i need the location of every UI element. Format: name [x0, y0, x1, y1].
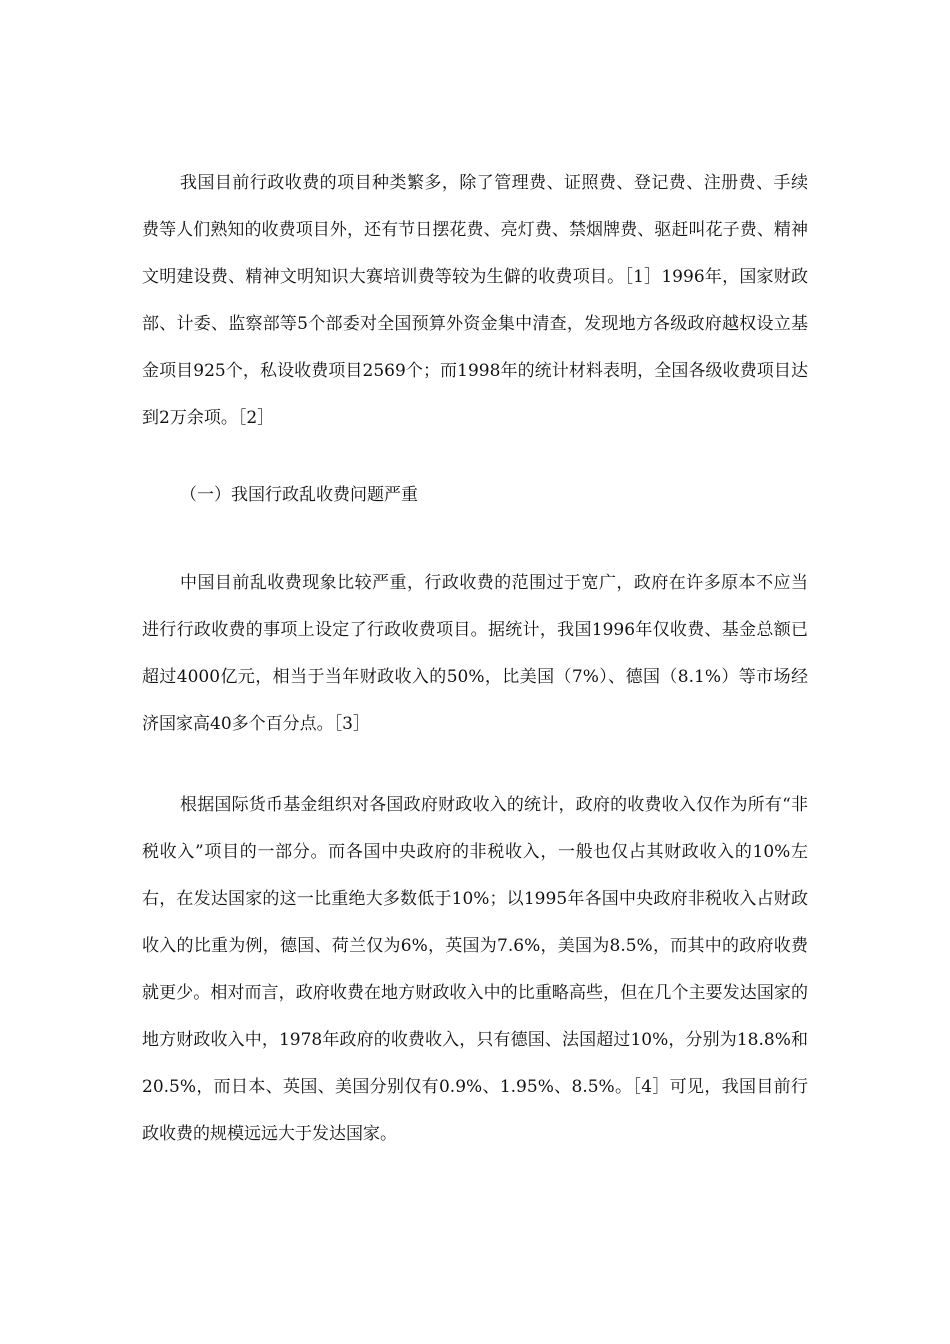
section-heading: （一）我国行政乱收费问题严重 [180, 485, 418, 505]
paragraph-international-comparison: 根据国际货币基金组织对各国政府财政收入的统计，政府的收费收入仅作为所有“非税收入”项目的一部分。而各国中央政府的非税收入，一般也仅占其财政收入的10%左右，在发达国家的这一比重绝大多数低于10%；以1995年各国中央政府非税收入占财政收入的比重为例，德国、荷兰仅为6%，英国为7.6%，美国为8.5%，而其中的政府收费就更少。相对而言，政府收费在地方财政收入中的比重略高些，但在几个主要发达国家的地方财政收入中，1978年政府的收费收入，只有德国、法国超过10%，分别为18.8%和20.5%，而日本、英国、美国分别仅有0.9%、1.95%、8.5%。［4］可见，我国目前行政收费的规模远远大于发达国家。 [142, 795, 808, 1144]
paragraph-fee-items: 我国目前行政收费的项目种类繁多，除了管理费、证照费、登记费、注册费、手续费等人们熟知的收费项目外，还有节日摆花费、亮灯费、禁烟牌费、驱赶叫花子费、精神文明建设费、精神文明知识大赛培训费等较为生僻的收费项目。［1］1996年，国家财政部、计委、监察部等5个部委对全国预算外资金集中清查，发现地方各级政府越权设立基金项目925个，私设收费项目2569个；而1998年的统计材料表明，全国各级收费项目达到2万余项。［2］ [142, 173, 808, 428]
paragraph-fee-severity: 中国目前乱收费现象比较严重，行政收费的范围过于宽广，政府在许多原本不应当进行行政收费的事项上设定了行政收费项目。据统计，我国1996年仅收费、基金总额已超过4000亿元，相当于当年财政收入的50%，比美国（7%）、德国（8.1%）等市场经济国家高40多个百分点。［3］ [142, 573, 808, 734]
